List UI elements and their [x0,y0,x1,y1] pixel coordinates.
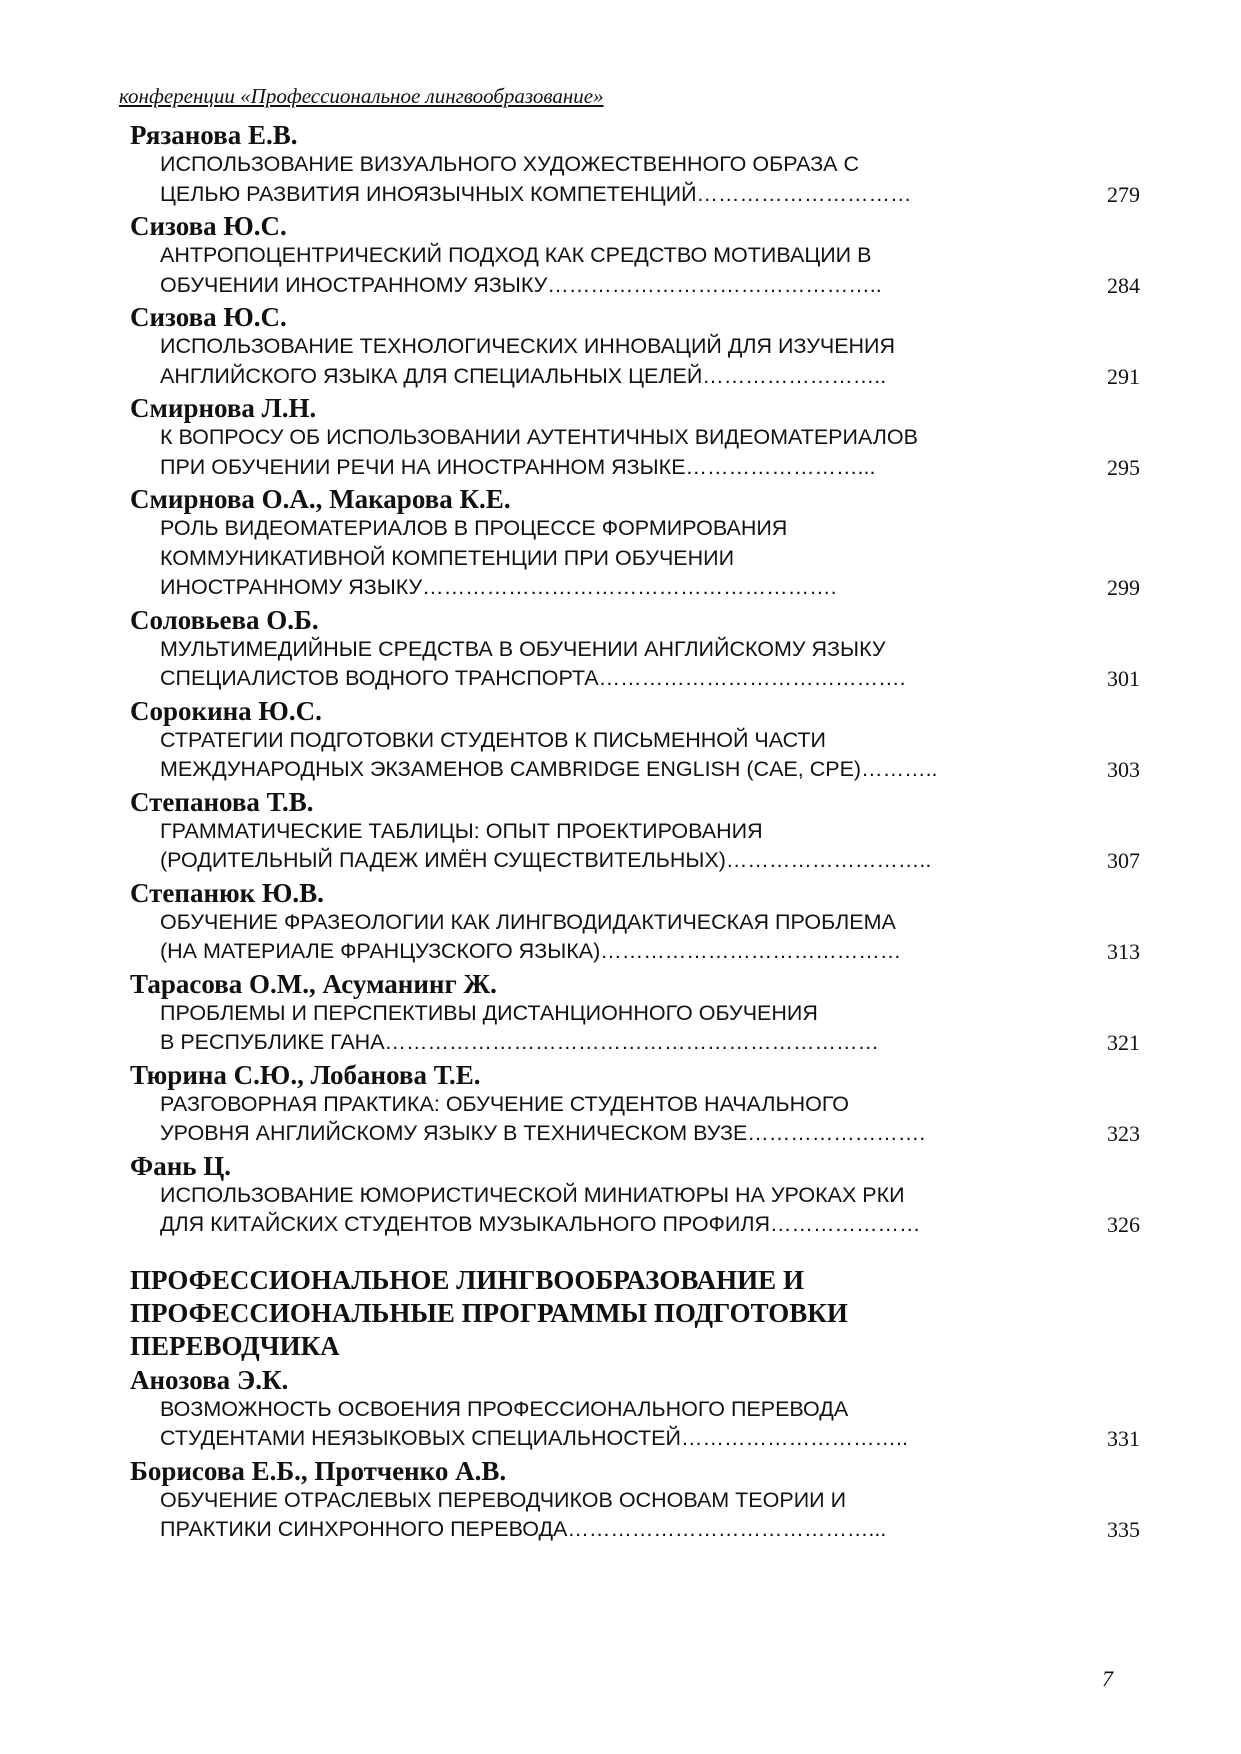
toc-title-text: ПРАКТИКИ СИНХРОННОГО ПЕРЕВОДА……………………………………... [160,1517,887,1541]
toc-title-text: ПРОБЛЕМЫ И ПЕРСПЕКТИВЫ ДИСТАНЦИОННОГО ОБУЧЕНИЯ [160,1000,818,1025]
toc-title-text: МЕЖДУНАРОДНЫХ ЭКЗАМЕНОВ CAMBRIDGE ENGLISH (CAE, CPE)……….. [160,757,938,781]
toc-title-text: СТУДЕНТАМИ НЕЯЗЫКОВЫХ СПЕЦИАЛЬНОСТЕЙ………………………….. [160,1426,908,1450]
toc-title-text: ИНОСТРАННОМУ ЯЗЫКУ…………………………………………………. [160,575,837,599]
toc-author: Рязанова Е.В. [130,120,298,150]
toc-entry [130,1457,1140,1545]
toc-page-number: 284 [1107,272,1140,298]
toc-page-number: 301 [1107,666,1140,691]
toc-title-line [160,755,1140,785]
toc-title-text: ОБУЧЕНИЕ ФРАЗЕОЛОГИИ КАК ЛИНГВОДИДАКТИЧЕСКАЯ ПРОБЛЕМА [160,909,896,934]
toc-title-line [160,241,1140,271]
toc-entry [130,879,1140,967]
toc-title-line [160,423,1140,453]
toc-title-line [160,453,1140,483]
toc-title-line [160,362,1140,392]
toc-title-line [160,271,1140,301]
toc-title-line [160,1486,1140,1516]
toc-title-line [160,726,1140,756]
toc-title [160,908,1140,967]
toc-title-text: АНГЛИЙСКОГО ЯЗЫКА ДЛЯ СПЕЦИАЛЬНЫХ ЦЕЛЕЙ…………………….. [160,363,887,388]
toc-entry [130,394,1140,482]
toc-title-text: АНТРОПОЦЕНТРИЧЕСКИЙ ПОДХОД КАК СРЕДСТВО МОТИВАЦИИ В [160,243,872,267]
toc-page-number: 335 [1107,1517,1140,1542]
toc-entry [130,697,1140,785]
toc-title-line [160,1210,1140,1240]
toc-entry [130,121,1140,209]
toc-author: Смирнова О.А., Макарова К.Е. [130,484,511,514]
toc-title-line [160,664,1140,694]
toc-title-text: КОММУНИКАТИВНОЙ КОМПЕТЕНЦИИ ПРИ ОБУЧЕНИИ [160,545,735,570]
toc-title-line [160,544,1140,574]
toc-title-line [160,1028,1140,1058]
toc-title-text: ОБУЧЕНИИ ИНОСТРАННОМУ ЯЗЫКУ……………………………………….. [160,272,882,297]
toc-title [160,1486,1140,1545]
toc-title-text: ОБУЧЕНИЕ ОТРАСЛЕВЫХ ПЕРЕВОДЧИКОВ ОСНОВАМ ТЕОРИИ И [160,1487,847,1512]
toc-title [160,635,1140,694]
toc-title-text: В РЕСПУБЛИКЕ ГАНА…………………………………………………………… [160,1030,880,1054]
toc-title [160,241,1140,300]
toc-title-text: РОЛЬ ВИДЕОМАТЕРИАЛОВ В ПРОЦЕССЕ ФОРМИРОВАНИЯ [160,516,788,540]
toc-author: Борисова Е.Б., Протченко А.В. [130,1455,507,1486]
toc-title-text: (НА МАТЕРИАЛЕ ФРАНЦУЗСКОГО ЯЗЫКА)…………………………………… [160,939,902,963]
toc-entries [130,121,1140,1240]
toc-title [160,726,1140,785]
table-of-contents [130,118,1140,1545]
toc-title [160,1395,1140,1454]
toc-title-line [160,817,1140,847]
toc-title [160,1090,1140,1149]
toc-author: Степанова Т.В. [130,786,314,817]
toc-title-text: ПРИ ОБУЧЕНИИ РЕЧИ НА ИНОСТРАННОМ ЯЗЫКЕ……………………... [160,454,876,479]
toc-author: Фань Ц. [130,1150,232,1181]
toc-author: Тарасова О.М., Асуманинг Ж. [130,968,497,999]
toc-title-text: СПЕЦИАЛИСТОВ ВОДНОГО ТРАНСПОРТА……………………………………. [160,666,906,690]
toc-title-line [160,332,1140,362]
toc-author: Смирнова Л.Н. [130,393,317,423]
toc-page-number: 295 [1107,454,1140,480]
toc-title [160,514,1140,603]
toc-title-text: ИСПОЛЬЗОВАНИЕ ВИЗУАЛЬНОГО ХУДОЖЕСТВЕННОГО ОБРАЗА С [160,152,860,176]
toc-author: Степанюк Ю.В. [130,877,324,908]
toc-title-line [160,1119,1140,1149]
toc-page-number: 307 [1107,848,1140,873]
toc-title [160,1181,1140,1240]
toc-title-text: СТРАТЕГИИ ПОДГОТОВКИ СТУДЕНТОВ К ПИСЬМЕННОЙ ЧАСТИ [160,727,826,752]
toc-title-line [160,999,1140,1029]
toc-author: Сизова Ю.С. [130,302,287,332]
toc-entry [130,606,1140,694]
toc-author: Сорокина Ю.С. [130,695,322,726]
toc-title-line [160,1515,1140,1545]
toc-title-text: (РОДИТЕЛЬНЫЙ ПАДЕЖ ИМЁН СУЩЕСТВИТЕЛЬНЫХ)……………………….. [160,848,932,872]
toc-title-line [160,1395,1140,1425]
toc-entry [130,788,1140,876]
toc-title-line [160,1090,1140,1120]
toc-entry [130,1152,1140,1240]
toc-page-number: 291 [1107,363,1140,389]
toc-title-text: МУЛЬТИМЕДИЙНЫЕ СРЕДСТВА В ОБУЧЕНИИ АНГЛИЙСКОМУ ЯЗЫКУ [160,636,886,661]
toc-title-text: УРОВНЯ АНГЛИЙСКОМУ ЯЗЫКУ В ТЕХНИЧЕСКОМ ВУЗЕ……………………. [160,1121,926,1145]
toc-author: Соловьева О.Б. [130,604,319,635]
toc-title [160,423,1140,482]
toc-entry [130,303,1140,391]
toc-title-text: ИСПОЛЬЗОВАНИЕ ЮМОРИСТИЧЕСКОЙ МИНИАТЮРЫ НА УРОКАХ РКИ [160,1182,905,1207]
toc-title [160,817,1140,876]
toc-title-line [160,150,1140,180]
page-number: 7 [1102,1666,1113,1691]
running-header: конференции «Профессиональное лингвообразование» [119,84,604,108]
toc-title-text: РАЗГОВОРНАЯ ПРАКТИКА: ОБУЧЕНИЕ СТУДЕНТОВ НАЧАЛЬНОГО [160,1091,850,1116]
toc-page-number: 331 [1107,1426,1140,1451]
toc-title-line [160,908,1140,938]
toc-title-line [160,937,1140,967]
toc-title-text: К ВОПРОСУ ОБ ИСПОЛЬЗОВАНИИ АУТЕНТИЧНЫХ ВИДЕОМАТЕРИАЛОВ [160,425,918,449]
toc-title [160,332,1140,391]
toc-entry [130,485,1140,603]
toc-page-number: 326 [1107,1212,1140,1237]
toc-title-line [160,573,1140,603]
toc-entry [130,212,1140,300]
toc-title-text: ИСПОЛЬЗОВАНИЕ ТЕХНОЛОГИЧЕСКИХ ИННОВАЦИЙ ДЛЯ ИЗУЧЕНИЯ [160,334,896,358]
toc-entry [130,970,1140,1058]
toc-page-number: 299 [1107,575,1140,600]
toc-title-line [160,180,1140,210]
toc-title-text: ГРАММАТИЧЕСКИЕ ТАБЛИЦЫ: ОПЫТ ПРОЕКТИРОВАНИЯ [160,818,763,843]
toc-title-text: ДЛЯ КИТАЙСКИХ СТУДЕНТОВ МУЗЫКАЛЬНОГО ПРОФИЛЯ………………… [160,1212,921,1236]
toc-page-number: 323 [1107,1121,1140,1146]
toc-title-line [160,846,1140,876]
toc-page-number: 313 [1107,939,1140,964]
toc-section-entries [130,1366,1140,1545]
toc-title-line [160,635,1140,665]
toc-page-number: 279 [1107,181,1140,207]
toc-title-line [160,1424,1140,1454]
toc-entry [130,1061,1140,1149]
toc-author: Сизова Ю.С. [130,211,287,241]
toc-page-number: 303 [1107,757,1140,782]
toc-title-line [160,1181,1140,1211]
toc-entry [130,1366,1140,1454]
section-title: ПРОФЕССИОНАЛЬНОЕ ЛИНГВООБРАЗОВАНИЕ И ПРОФЕССИОНАЛЬНЫЕ ПРОГРАММЫ ПОДГОТОВКИ ПЕРЕВОДЧИКА [130,1264,848,1361]
toc-title-text: ВОЗМОЖНОСТЬ ОСВОЕНИЯ ПРОФЕССИОНАЛЬНОГО ПЕРЕВОДА [160,1396,849,1421]
toc-author: Тюрина С.Ю., Лобанова Т.Е. [130,1059,481,1090]
toc-title-text: ЦЕЛЬЮ РАЗВИТИЯ ИНОЯЗЫЧНЫХ КОМПЕТЕНЦИЙ………………………… [160,181,912,206]
toc-page-number: 321 [1107,1030,1140,1055]
toc-title-line [160,514,1140,544]
toc-title [160,999,1140,1058]
toc-author: Анозова Э.К. [130,1364,289,1395]
toc-title [160,150,1140,209]
